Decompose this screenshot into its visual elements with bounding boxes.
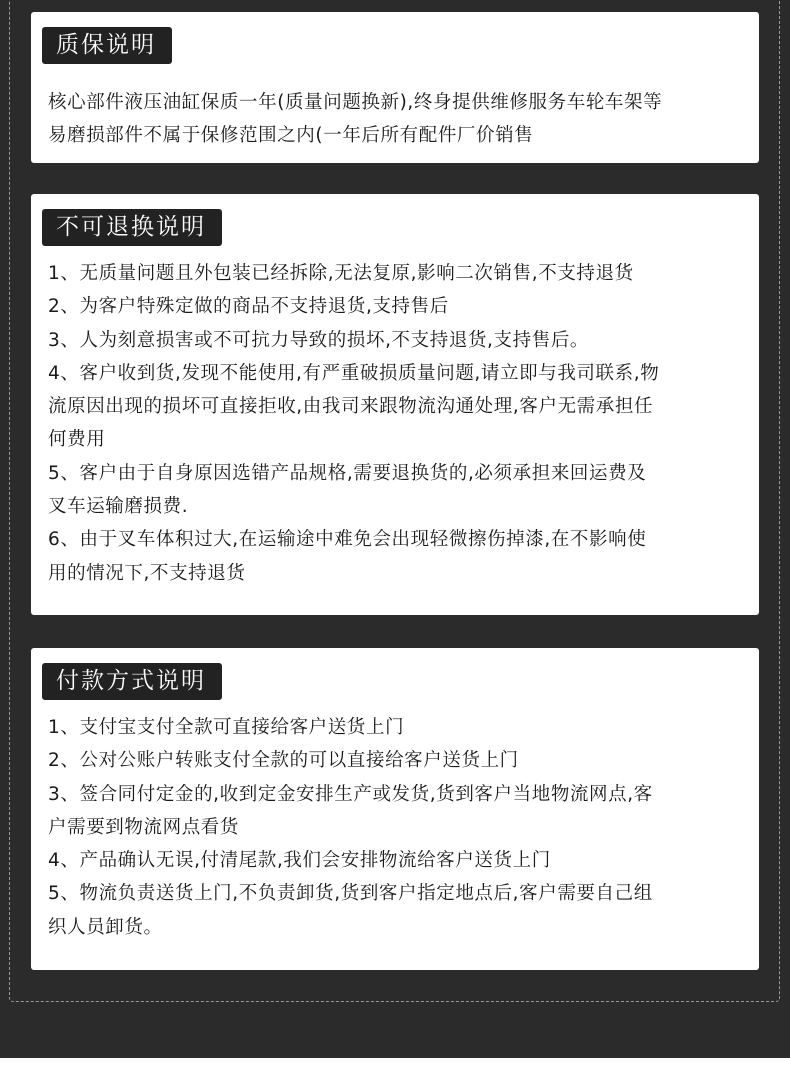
warranty-card: [31, 12, 759, 163]
text-line: 织人员卸货。: [48, 916, 163, 938]
warranty-text: [48, 86, 753, 153]
text-line: 叉车运输磨损费.: [48, 496, 189, 518]
text-line: 流原因出现的损坏可直接拒收,由我司来跟物流沟通处理,客户无需承担任: [48, 396, 654, 418]
text-line: 3、签合同付定金的,收到定金安排生产或发货,货到客户当地物流网点,客: [48, 783, 653, 805]
warranty-title: 质保说明: [42, 27, 172, 64]
payment-text: [48, 711, 753, 944]
bottom-strip: [0, 1058, 790, 1081]
no-return-title: 不可退换说明: [42, 209, 222, 246]
text-line: 户需要到物流网点看货: [48, 816, 240, 838]
text-line: 4、客户收到货,发现不能使用,有严重破损质量问题,请立即与我司联系,物: [48, 362, 660, 384]
text-line: 1、支付宝支付全款可直接给客户送货上门: [48, 717, 405, 738]
payment-card: [31, 648, 759, 970]
no-return-text: [48, 257, 753, 590]
text-line: 5、客户由于自身原因选错产品规格,需要退换货的,必须承担来回运费及: [48, 462, 647, 484]
no-return-card: [31, 194, 759, 615]
text-line: 1、无质量问题且外包装已经拆除,无法复原,影响二次销售,不支持退货: [48, 263, 634, 284]
text-line: 4、产品确认无误,付清尾款,我们会安排物流给客户送货上门: [48, 850, 551, 872]
text-line: 3、人为刻意损害或不可抗力导致的损坏,不支持退货,支持售后。: [48, 329, 590, 351]
text-line: 6、由于叉车体积过大,在运输途中难免会出现轻微擦伤掉漆,在不影响使: [48, 529, 647, 551]
text-line: 易磨损部件不属于保修范围之内(一年后所有配件厂价销售: [48, 125, 534, 147]
text-line: 用的情况下,不支持退货: [48, 562, 246, 584]
text-line: 核心部件液压油缸保质一年(质量问题换新),终身提供维修服务车轮车架等: [48, 92, 663, 113]
text-line: 2、公对公账户转账支付全款的可以直接给客户送货上门: [48, 750, 519, 772]
text-line: 2、为客户特殊定做的商品不支持退货,支持售后: [48, 296, 449, 318]
text-line: 何费用: [48, 429, 106, 451]
text-line: 5、物流负责送货上门,不负责卸货,货到客户指定地点后,客户需要自己组: [48, 883, 653, 905]
payment-title: 付款方式说明: [42, 663, 222, 700]
